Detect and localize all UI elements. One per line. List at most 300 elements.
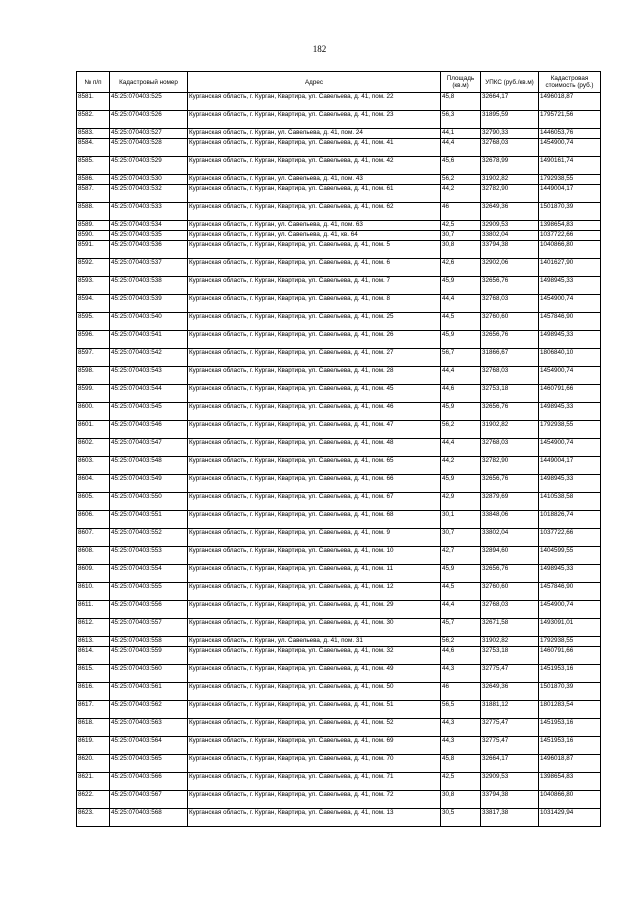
cell-cost: 1451953,16 xyxy=(539,719,601,737)
cell-cost: 1498945,33 xyxy=(539,277,601,295)
cell-upks: 32656,76 xyxy=(481,331,539,349)
cell-area: 44,5 xyxy=(441,313,481,331)
table-row xyxy=(77,221,601,231)
cell-address: Курганская область, г. Курган, Квартира, ул. Савельева, д. 41, пом. 7 xyxy=(188,277,441,295)
cell-address: Курганская область, г. Курган, Квартира, ул. Савельева, д. 41, пом. 10 xyxy=(188,547,441,565)
cell-cost: 1498945,33 xyxy=(539,403,601,421)
cell-num: 8602. xyxy=(77,439,110,457)
cell-address: Курганская область, г. Курган, Квартира, ул. Савельева, д. 41, пом. 25 xyxy=(188,313,441,331)
cell-address: Курганская область, г. Курган, Квартира, ул. Савельева, д. 41, пом. 65 xyxy=(188,457,441,475)
table-row xyxy=(77,683,601,701)
cell-area: 42,5 xyxy=(441,773,481,791)
cell-upks: 31902,82 xyxy=(481,175,539,185)
cell-upks: 32760,60 xyxy=(481,583,539,601)
cell-cost: 1037722,66 xyxy=(539,231,601,241)
cell-cadastral: 45:25:070403:565 xyxy=(110,755,188,773)
cell-upks: 32768,03 xyxy=(481,439,539,457)
table-row xyxy=(77,139,601,157)
cell-area: 44,6 xyxy=(441,647,481,665)
cell-area: 44,4 xyxy=(441,139,481,157)
cell-address: Курганская область, г. Курган, Квартира, ул. Савельева, д. 41, пом. 71 xyxy=(188,773,441,791)
table-row xyxy=(77,755,601,773)
cell-address: Курганская область, г. Курган, Квартира, ул. Савельева, д. 41, пом. 27 xyxy=(188,349,441,367)
cell-cost: 1501870,39 xyxy=(539,203,601,221)
cell-num: 8593. xyxy=(77,277,110,295)
cell-cadastral: 45:25:070403:552 xyxy=(110,529,188,547)
cell-cadastral: 45:25:070403:541 xyxy=(110,331,188,349)
cell-area: 56,3 xyxy=(441,111,481,129)
cell-cost: 1457846,90 xyxy=(539,313,601,331)
cell-cost: 1496018,87 xyxy=(539,93,601,111)
cell-num: 8619. xyxy=(77,737,110,755)
cell-cost: 1460791,66 xyxy=(539,385,601,403)
cell-cost: 1446053,76 xyxy=(539,129,601,139)
header-cost: Кадастровая стоимость (руб.) xyxy=(539,72,601,93)
cell-upks: 31902,82 xyxy=(481,637,539,647)
table-row xyxy=(77,93,601,111)
cell-address: Курганская область, г. Курган, Квартира, ул. Савельева, д. 41, пом. 61 xyxy=(188,185,441,203)
table-row xyxy=(77,403,601,421)
cell-cost: 1496018,87 xyxy=(539,755,601,773)
table-row xyxy=(77,457,601,475)
table-row xyxy=(77,175,601,185)
cell-address: Курганская область, г. Курган, Квартира, ул. Савельева, д. 41, пом. 72 xyxy=(188,791,441,809)
table-row xyxy=(77,719,601,737)
table-row xyxy=(77,277,601,295)
cell-upks: 32753,18 xyxy=(481,385,539,403)
table-row xyxy=(77,637,601,647)
table-row xyxy=(77,367,601,385)
cell-num: 8594. xyxy=(77,295,110,313)
cell-cost: 1501870,39 xyxy=(539,683,601,701)
cell-area: 30,8 xyxy=(441,241,481,259)
cell-cadastral: 45:25:070403:564 xyxy=(110,737,188,755)
cell-cost: 1490161,74 xyxy=(539,157,601,175)
cell-num: 8616. xyxy=(77,683,110,701)
cell-num: 8606. xyxy=(77,511,110,529)
cell-cost: 1454900,74 xyxy=(539,295,601,313)
header-address: Адрес xyxy=(188,72,441,93)
cell-cost: 1449004,17 xyxy=(539,457,601,475)
cell-cadastral: 45:25:070403:535 xyxy=(110,231,188,241)
cell-area: 45,9 xyxy=(441,565,481,583)
cell-upks: 32790,33 xyxy=(481,129,539,139)
cell-num: 8617. xyxy=(77,701,110,719)
cell-num: 8585. xyxy=(77,157,110,175)
header-num: № п/п xyxy=(77,72,110,93)
cell-num: 8604. xyxy=(77,475,110,493)
cell-cadastral: 45:25:070403:563 xyxy=(110,719,188,737)
cell-cost: 1454900,74 xyxy=(539,139,601,157)
table-row xyxy=(77,547,601,565)
cell-address: Курганская область, г. Курган, Квартира, ул. Савельева, д. 41, пом. 12 xyxy=(188,583,441,601)
cell-area: 30,1 xyxy=(441,511,481,529)
cell-num: 8612. xyxy=(77,619,110,637)
cell-upks: 31866,67 xyxy=(481,349,539,367)
cell-num: 8601. xyxy=(77,421,110,439)
cell-area: 56,2 xyxy=(441,421,481,439)
cell-address: Курганская область, г. Курган, Квартира, ул. Савельева, д. 41, пом. 9 xyxy=(188,529,441,547)
cell-num: 8614. xyxy=(77,647,110,665)
cell-cadastral: 45:25:070403:555 xyxy=(110,583,188,601)
cell-num: 8586. xyxy=(77,175,110,185)
cell-upks: 32656,76 xyxy=(481,277,539,295)
cell-area: 30,7 xyxy=(441,529,481,547)
cell-upks: 32768,03 xyxy=(481,601,539,619)
cell-area: 45,9 xyxy=(441,277,481,295)
cell-num: 8609. xyxy=(77,565,110,583)
cell-address: Курганская область, г. Курган, Квартира, ул. Савельева, д. 41, пом. 32 xyxy=(188,647,441,665)
cell-num: 8615. xyxy=(77,665,110,683)
cell-upks: 33817,38 xyxy=(481,809,539,827)
cell-area: 46 xyxy=(441,203,481,221)
cell-address: Курганская область, г. Курган, Квартира, ул. Савельева, д. 41, пом. 13 xyxy=(188,809,441,827)
cell-upks: 32775,47 xyxy=(481,665,539,683)
cell-area: 44,4 xyxy=(441,601,481,619)
cell-cadastral: 45:25:070403:546 xyxy=(110,421,188,439)
cell-upks: 32894,60 xyxy=(481,547,539,565)
cell-num: 8592. xyxy=(77,259,110,277)
cell-upks: 33794,38 xyxy=(481,791,539,809)
cell-cadastral: 45:25:070403:540 xyxy=(110,313,188,331)
cell-cadastral: 45:25:070403:556 xyxy=(110,601,188,619)
cell-address: Курганская область, г. Курган, Квартира, ул. Савельева, д. 41, пом. 67 xyxy=(188,493,441,511)
table-row xyxy=(77,295,601,313)
cell-area: 45,9 xyxy=(441,331,481,349)
cell-area: 44,1 xyxy=(441,129,481,139)
table-row xyxy=(77,809,601,827)
cell-cost: 1792938,55 xyxy=(539,421,601,439)
cell-upks: 33848,06 xyxy=(481,511,539,529)
cell-area: 56,5 xyxy=(441,701,481,719)
cell-num: 8613. xyxy=(77,637,110,647)
cell-address: Курганская область, г. Курган, ул. Савельева, д. 41, пом. 24 xyxy=(188,129,441,139)
cell-cadastral: 45:25:070403:561 xyxy=(110,683,188,701)
cell-cost: 1498945,33 xyxy=(539,475,601,493)
cell-cadastral: 45:25:070403:542 xyxy=(110,349,188,367)
cell-cost: 1498945,33 xyxy=(539,331,601,349)
header-cadastral: Кадастровый номер xyxy=(110,72,188,93)
cell-cadastral: 45:25:070403:539 xyxy=(110,295,188,313)
cell-cost: 1451953,16 xyxy=(539,665,601,683)
cell-upks: 33802,04 xyxy=(481,231,539,241)
cell-area: 45,9 xyxy=(441,403,481,421)
cell-num: 8596. xyxy=(77,331,110,349)
table-row xyxy=(77,111,601,129)
cell-upks: 32909,53 xyxy=(481,221,539,231)
cell-cadastral: 45:25:070403:554 xyxy=(110,565,188,583)
table-row xyxy=(77,737,601,755)
cell-cost: 1037722,66 xyxy=(539,529,601,547)
cell-upks: 31881,12 xyxy=(481,701,539,719)
cadastral-table xyxy=(76,71,601,827)
cell-cadastral: 45:25:070403:528 xyxy=(110,139,188,157)
cell-area: 44,6 xyxy=(441,385,481,403)
cell-upks: 32656,76 xyxy=(481,403,539,421)
cell-cadastral: 45:25:070403:544 xyxy=(110,385,188,403)
cell-address: Курганская область, г. Курган, Квартира, ул. Савельева, д. 41, пом. 42 xyxy=(188,157,441,175)
cell-cost: 1398654,83 xyxy=(539,773,601,791)
cell-num: 8582. xyxy=(77,111,110,129)
cell-cadastral: 45:25:070403:562 xyxy=(110,701,188,719)
cell-area: 44,3 xyxy=(441,719,481,737)
cell-upks: 32678,99 xyxy=(481,157,539,175)
table-row xyxy=(77,601,601,619)
cell-area: 30,8 xyxy=(441,791,481,809)
cell-num: 8607. xyxy=(77,529,110,547)
cell-cost: 1454900,74 xyxy=(539,367,601,385)
table-row xyxy=(77,665,601,683)
table-row xyxy=(77,349,601,367)
cell-upks: 32664,17 xyxy=(481,755,539,773)
table-row xyxy=(77,583,601,601)
cell-num: 8623. xyxy=(77,809,110,827)
cell-area: 42,6 xyxy=(441,259,481,277)
cell-cadastral: 45:25:070403:533 xyxy=(110,203,188,221)
cell-cadastral: 45:25:070403:559 xyxy=(110,647,188,665)
cell-area: 56,2 xyxy=(441,175,481,185)
cell-area: 30,7 xyxy=(441,231,481,241)
cell-area: 45,8 xyxy=(441,755,481,773)
cell-cost: 1031429,94 xyxy=(539,809,601,827)
cell-address: Курганская область, г. Курган, Квартира, ул. Савельева, д. 41, пом. 26 xyxy=(188,331,441,349)
table-row xyxy=(77,619,601,637)
table-row xyxy=(77,331,601,349)
cell-area: 45,7 xyxy=(441,619,481,637)
cell-upks: 32656,76 xyxy=(481,475,539,493)
table-row xyxy=(77,529,601,547)
cell-upks: 32782,90 xyxy=(481,185,539,203)
cell-cost: 1457846,90 xyxy=(539,583,601,601)
table-row xyxy=(77,231,601,241)
cell-upks: 32664,17 xyxy=(481,93,539,111)
cell-cost: 1493091,01 xyxy=(539,619,601,637)
table-row xyxy=(77,421,601,439)
cell-address: Курганская область, г. Курган, Квартира, ул. Савельева, д. 41, пом. 70 xyxy=(188,755,441,773)
cell-num: 8587. xyxy=(77,185,110,203)
cell-upks: 32768,03 xyxy=(481,139,539,157)
cell-area: 42,9 xyxy=(441,493,481,511)
cell-upks: 33794,38 xyxy=(481,241,539,259)
cell-cadastral: 45:25:070403:527 xyxy=(110,129,188,139)
table-row xyxy=(77,129,601,139)
cell-cadastral: 45:25:070403:553 xyxy=(110,547,188,565)
table-row xyxy=(77,493,601,511)
cell-cadastral: 45:25:070403:529 xyxy=(110,157,188,175)
cell-cost: 1404599,55 xyxy=(539,547,601,565)
cell-num: 8618. xyxy=(77,719,110,737)
cell-address: Курганская область, г. Курган, Квартира, ул. Савельева, д. 41, пом. 47 xyxy=(188,421,441,439)
cell-address: Курганская область, г. Курган, Квартира, ул. Савельева, д. 41, пом. 69 xyxy=(188,737,441,755)
table-row xyxy=(77,773,601,791)
cell-num: 8621. xyxy=(77,773,110,791)
cell-address: Курганская область, г. Курган, Квартира, ул. Савельева, д. 41, пом. 46 xyxy=(188,403,441,421)
cell-area: 44,2 xyxy=(441,457,481,475)
cell-cadastral: 45:25:070403:536 xyxy=(110,241,188,259)
cell-cadastral: 45:25:070403:560 xyxy=(110,665,188,683)
cell-address: Курганская область, г. Курган, ул. Савельева, д. 41, кв. 64 xyxy=(188,231,441,241)
cell-area: 45,6 xyxy=(441,157,481,175)
cell-address: Курганская область, г. Курган, Квартира, ул. Савельева, д. 41, пом. 6 xyxy=(188,259,441,277)
cell-num: 8589. xyxy=(77,221,110,231)
cell-address: Курганская область, г. Курган, Квартира, ул. Савельева, д. 41, пом. 45 xyxy=(188,385,441,403)
cell-num: 8600. xyxy=(77,403,110,421)
cell-address: Курганская область, г. Курган, Квартира, ул. Савельева, д. 41, пом. 41 xyxy=(188,139,441,157)
cell-cost: 1040866,80 xyxy=(539,241,601,259)
cell-num: 8622. xyxy=(77,791,110,809)
cell-cost: 1454900,74 xyxy=(539,601,601,619)
cell-cost: 1451953,16 xyxy=(539,737,601,755)
cell-cadastral: 45:25:070403:538 xyxy=(110,277,188,295)
cell-area: 30,5 xyxy=(441,809,481,827)
cell-cost: 1806840,10 xyxy=(539,349,601,367)
cell-num: 8590. xyxy=(77,231,110,241)
cell-num: 8611. xyxy=(77,601,110,619)
header-upks: УПКС (руб./кв.м) xyxy=(481,72,539,93)
cell-address: Курганская область, г. Курган, Квартира, ул. Савельева, д. 41, пом. 51 xyxy=(188,701,441,719)
cell-num: 8597. xyxy=(77,349,110,367)
cell-cadastral: 45:25:070403:551 xyxy=(110,511,188,529)
cell-cost: 1792938,55 xyxy=(539,175,601,185)
cell-cost: 1795721,56 xyxy=(539,111,601,129)
table-row xyxy=(77,701,601,719)
cell-upks: 31902,82 xyxy=(481,421,539,439)
cell-area: 44,4 xyxy=(441,439,481,457)
cell-address: Курганская область, г. Курган, Квартира, ул. Савельева, д. 41, пом. 8 xyxy=(188,295,441,313)
cell-address: Курганская область, г. Курган, Квартира, ул. Савельева, д. 41, пом. 5 xyxy=(188,241,441,259)
cell-cadastral: 45:25:070403:537 xyxy=(110,259,188,277)
cell-num: 8584. xyxy=(77,139,110,157)
cell-address: Курганская область, г. Курган, Квартира, ул. Савельева, д. 41, пом. 50 xyxy=(188,683,441,701)
cell-cost: 1398654,83 xyxy=(539,221,601,231)
cell-upks: 32760,60 xyxy=(481,313,539,331)
cell-cost: 1498945,33 xyxy=(539,565,601,583)
cell-address: Курганская область, г. Курган, Квартира, ул. Савельева, д. 41, пом. 48 xyxy=(188,439,441,457)
cell-cost: 1460791,66 xyxy=(539,647,601,665)
cell-num: 8603. xyxy=(77,457,110,475)
cell-area: 44,3 xyxy=(441,737,481,755)
cell-cadastral: 45:25:070403:568 xyxy=(110,809,188,827)
cell-num: 8610. xyxy=(77,583,110,601)
table-row xyxy=(77,185,601,203)
cell-upks: 32879,69 xyxy=(481,493,539,511)
cell-cadastral: 45:25:070403:557 xyxy=(110,619,188,637)
cell-area: 44,4 xyxy=(441,367,481,385)
cell-num: 8620. xyxy=(77,755,110,773)
cell-upks: 32649,36 xyxy=(481,683,539,701)
cell-area: 56,2 xyxy=(441,637,481,647)
cell-address: Курганская область, г. Курган, ул. Савельева, д. 41, пом. 63 xyxy=(188,221,441,231)
cell-cadastral: 45:25:070403:558 xyxy=(110,637,188,647)
cell-num: 8608. xyxy=(77,547,110,565)
cell-cadastral: 45:25:070403:543 xyxy=(110,367,188,385)
table-row xyxy=(77,475,601,493)
cell-upks: 32782,90 xyxy=(481,457,539,475)
cell-address: Курганская область, г. Курган, Квартира, ул. Савельева, д. 41, пом. 68 xyxy=(188,511,441,529)
cell-cost: 1040866,80 xyxy=(539,791,601,809)
table-row xyxy=(77,647,601,665)
cell-cadastral: 45:25:070403:566 xyxy=(110,773,188,791)
page-number: 182 xyxy=(312,44,327,54)
cell-address: Курганская область, г. Курган, Квартира, ул. Савельева, д. 41, пом. 62 xyxy=(188,203,441,221)
cell-area: 45,8 xyxy=(441,93,481,111)
cell-num: 8591. xyxy=(77,241,110,259)
cell-cadastral: 45:25:070403:525 xyxy=(110,93,188,111)
cell-area: 42,7 xyxy=(441,547,481,565)
cell-cost: 1449004,17 xyxy=(539,185,601,203)
cell-upks: 32902,06 xyxy=(481,259,539,277)
cell-address: Курганская область, г. Курган, Квартира, ул. Савельева, д. 41, пом. 11 xyxy=(188,565,441,583)
table-row xyxy=(77,203,601,221)
cell-area: 46 xyxy=(441,683,481,701)
table-row xyxy=(77,157,601,175)
cell-cost: 1410538,58 xyxy=(539,493,601,511)
cell-upks: 32768,03 xyxy=(481,295,539,313)
cell-cadastral: 45:25:070403:532 xyxy=(110,185,188,203)
cell-upks: 33802,04 xyxy=(481,529,539,547)
cell-cadastral: 45:25:070403:530 xyxy=(110,175,188,185)
cell-cadastral: 45:25:070403:549 xyxy=(110,475,188,493)
cell-num: 8599. xyxy=(77,385,110,403)
cell-upks: 32753,18 xyxy=(481,647,539,665)
cell-address: Курганская область, г. Курган, Квартира, ул. Савельева, д. 41, пом. 23 xyxy=(188,111,441,129)
cell-area: 42,5 xyxy=(441,221,481,231)
table-row xyxy=(77,565,601,583)
cell-address: Курганская область, г. Курган, ул. Савельева, д. 41, пом. 43 xyxy=(188,175,441,185)
cell-area: 44,3 xyxy=(441,665,481,683)
cell-upks: 32909,53 xyxy=(481,773,539,791)
cell-cadastral: 45:25:070403:548 xyxy=(110,457,188,475)
header-area: Площадь (кв.м) xyxy=(441,72,481,93)
cell-num: 8581. xyxy=(77,93,110,111)
cell-area: 44,4 xyxy=(441,295,481,313)
cell-num: 8598. xyxy=(77,367,110,385)
cell-area: 44,5 xyxy=(441,583,481,601)
cell-cadastral: 45:25:070403:550 xyxy=(110,493,188,511)
cell-area: 44,2 xyxy=(441,185,481,203)
cell-cost: 1801283,54 xyxy=(539,701,601,719)
cell-upks: 32775,47 xyxy=(481,737,539,755)
cell-num: 8595. xyxy=(77,313,110,331)
cell-address: Курганская область, г. Курган, Квартира, ул. Савельева, д. 41, пом. 29 xyxy=(188,601,441,619)
table-row xyxy=(77,439,601,457)
cell-cadastral: 45:25:070403:547 xyxy=(110,439,188,457)
cell-address: Курганская область, г. Курган, ул. Савельева, д. 41, пом. 31 xyxy=(188,637,441,647)
table-row xyxy=(77,313,601,331)
cell-num: 8605. xyxy=(77,493,110,511)
cell-address: Курганская область, г. Курган, Квартира, ул. Савельева, д. 41, пом. 30 xyxy=(188,619,441,637)
cell-upks: 32671,58 xyxy=(481,619,539,637)
cell-upks: 32768,03 xyxy=(481,367,539,385)
cell-upks: 31895,59 xyxy=(481,111,539,129)
cell-upks: 32656,76 xyxy=(481,565,539,583)
table-row xyxy=(77,259,601,277)
cell-upks: 32649,36 xyxy=(481,203,539,221)
cell-upks: 32775,47 xyxy=(481,719,539,737)
cell-num: 8588. xyxy=(77,203,110,221)
cell-cost: 1401627,90 xyxy=(539,259,601,277)
cell-cost: 1454900,74 xyxy=(539,439,601,457)
cell-address: Курганская область, г. Курган, Квартира, ул. Савельева, д. 41, пом. 66 xyxy=(188,475,441,493)
cell-cadastral: 45:25:070403:534 xyxy=(110,221,188,231)
cell-area: 45,9 xyxy=(441,475,481,493)
table-row xyxy=(77,241,601,259)
table-row xyxy=(77,791,601,809)
cell-cost: 1018826,74 xyxy=(539,511,601,529)
cell-area: 56,7 xyxy=(441,349,481,367)
cell-address: Курганская область, г. Курган, Квартира, ул. Савельева, д. 41, пом. 49 xyxy=(188,665,441,683)
cell-address: Курганская область, г. Курган, Квартира, ул. Савельева, д. 41, пом. 22 xyxy=(188,93,441,111)
